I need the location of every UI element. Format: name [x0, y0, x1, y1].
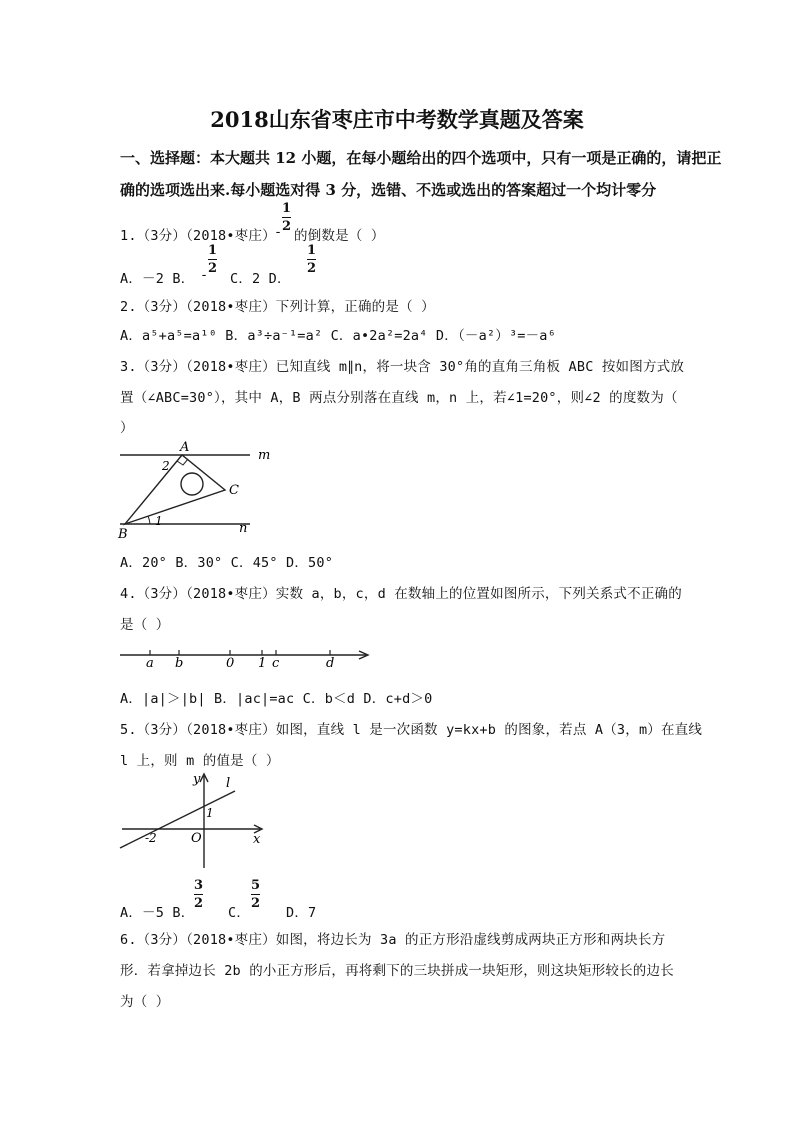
- q6-line2: 形．若拿掉边长 2b 的小正方形后，再将剩下的三块拼成一块矩形，则这块矩形较长的边长: [120, 963, 674, 979]
- q1-neg-sign: -: [274, 224, 283, 240]
- triangle-hole: [181, 473, 203, 495]
- section-heading-line2: 确的选项选出来.每小题选对得 3 分，选错、不选或选出的答案超过一个均计零分: [120, 181, 657, 199]
- q4-line1: 4.（3分）（2018•枣庄）实数 a，b，c，d 在数轴上的位置如图所示，下列关系式不正确的: [120, 586, 682, 602]
- q4-line2: 是（ ）: [120, 617, 170, 633]
- label-one: 1: [206, 806, 214, 820]
- q3-line1: 3.（3分）（2018•枣庄）已知直线 m∥n，将一块含 30°角的直角三角板 ABC 按如图方式放: [120, 359, 685, 375]
- label-angle-2: 2: [162, 459, 170, 473]
- section-heading-line1: 一、选择题：本大题共 12 小题，在每小题给出的四个选项中，只有一项是正确的，请把正: [120, 149, 722, 167]
- line-l: [120, 791, 235, 848]
- label-b: B: [118, 527, 128, 542]
- q4-options: A．|a|＞|b| B．|ac|=ac C．b＜d D．c+d＞0: [120, 691, 433, 707]
- page-title: 2018山东省枣庄市中考数学真题及答案: [210, 107, 584, 132]
- q3-triangle-figure: [115, 438, 285, 542]
- label-one: 1: [258, 656, 267, 671]
- label-d: d: [326, 656, 335, 671]
- q1-opt-b-den: 2: [208, 261, 218, 276]
- q5-opt-a-b: A．－5 B．: [120, 905, 195, 921]
- q2-stem: 2.（3分）（2018•枣庄）下列计算，正确的是（ ）: [120, 299, 435, 315]
- q5-line1: 5.（3分）（2018•枣庄）如图，直线 l 是一次函数 y=kx+b 的图象，若点 A（3，m）在直线: [120, 722, 703, 738]
- label-a: a: [146, 656, 154, 671]
- q1-options-c-d: C．2 D．: [230, 271, 291, 287]
- q5-opt-b-num: 3: [194, 878, 204, 893]
- label-c: C: [229, 483, 239, 498]
- label-b: b: [175, 656, 184, 671]
- q1-opt-b-neg: -: [200, 267, 209, 283]
- q1-opt-d-fraction: [307, 244, 316, 275]
- q6-line1: 6.（3分）（2018•枣庄）如图，将边长为 3a 的正方形沿虚线剪成两块正方形和两块长方: [120, 932, 666, 948]
- label-m: m: [258, 448, 271, 463]
- label-a: A: [180, 440, 190, 455]
- q1-opt-d-num: 1: [307, 243, 317, 258]
- q3-line2: 置（∠ABC=30°），其中 A，B 两点分别落在直线 m，n 上，若∠1=20°，则∠2 的度数为（: [120, 390, 678, 406]
- q5-line2: l 上，则 m 的值是（ ）: [120, 753, 280, 769]
- label-neg2: -2: [145, 831, 157, 845]
- q5-graph-figure: [117, 770, 267, 870]
- q5-opt-b-fraction: [194, 879, 203, 910]
- q5-opt-c-fraction: [251, 879, 260, 910]
- q5-opt-c: C．: [228, 905, 251, 921]
- q6-line3: 为（ ）: [120, 994, 170, 1010]
- label-c: c: [272, 656, 280, 671]
- q1-opt-d-den: 2: [307, 261, 317, 276]
- label-y: y: [193, 772, 201, 787]
- label-n: n: [239, 521, 248, 536]
- label-x: x: [253, 832, 261, 847]
- q1-frac-num: 1: [282, 201, 292, 216]
- q5-opt-d: D．7: [286, 905, 317, 921]
- angle-1-arc: [148, 516, 150, 524]
- q5-opt-c-num: 5: [251, 878, 261, 893]
- label-zero: 0: [226, 656, 235, 671]
- label-angle-1: 1: [155, 514, 163, 528]
- label-l: l: [226, 776, 231, 791]
- q5-opt-c-den: 2: [251, 896, 261, 911]
- triangle-abc: [125, 455, 225, 524]
- q1-opt-b-fraction: [208, 244, 217, 275]
- q3-options: A．20° B．30° C．45° D．50°: [120, 555, 334, 571]
- q1-stem-suffix: 的倒数是（ ）: [294, 228, 385, 244]
- q2-options: A．a⁵+a⁵=a¹⁰ B．a³÷a⁻¹=a² C．a•2a²=2a⁴ D．（－a²）³=－a⁶: [120, 328, 556, 344]
- q1-fraction: [282, 202, 291, 233]
- q3-line3: ）: [120, 420, 134, 436]
- q1-opt-b-num: 1: [208, 243, 218, 258]
- q4-number-line: [118, 640, 374, 674]
- q1-stem-prefix: 1.（3分）（2018•枣庄）: [120, 228, 276, 244]
- q5-opt-b-den: 2: [194, 896, 204, 911]
- q1-frac-den: 2: [282, 219, 292, 234]
- label-origin: O: [191, 831, 202, 846]
- q1-options-a-b: A．－2 B．: [120, 271, 195, 287]
